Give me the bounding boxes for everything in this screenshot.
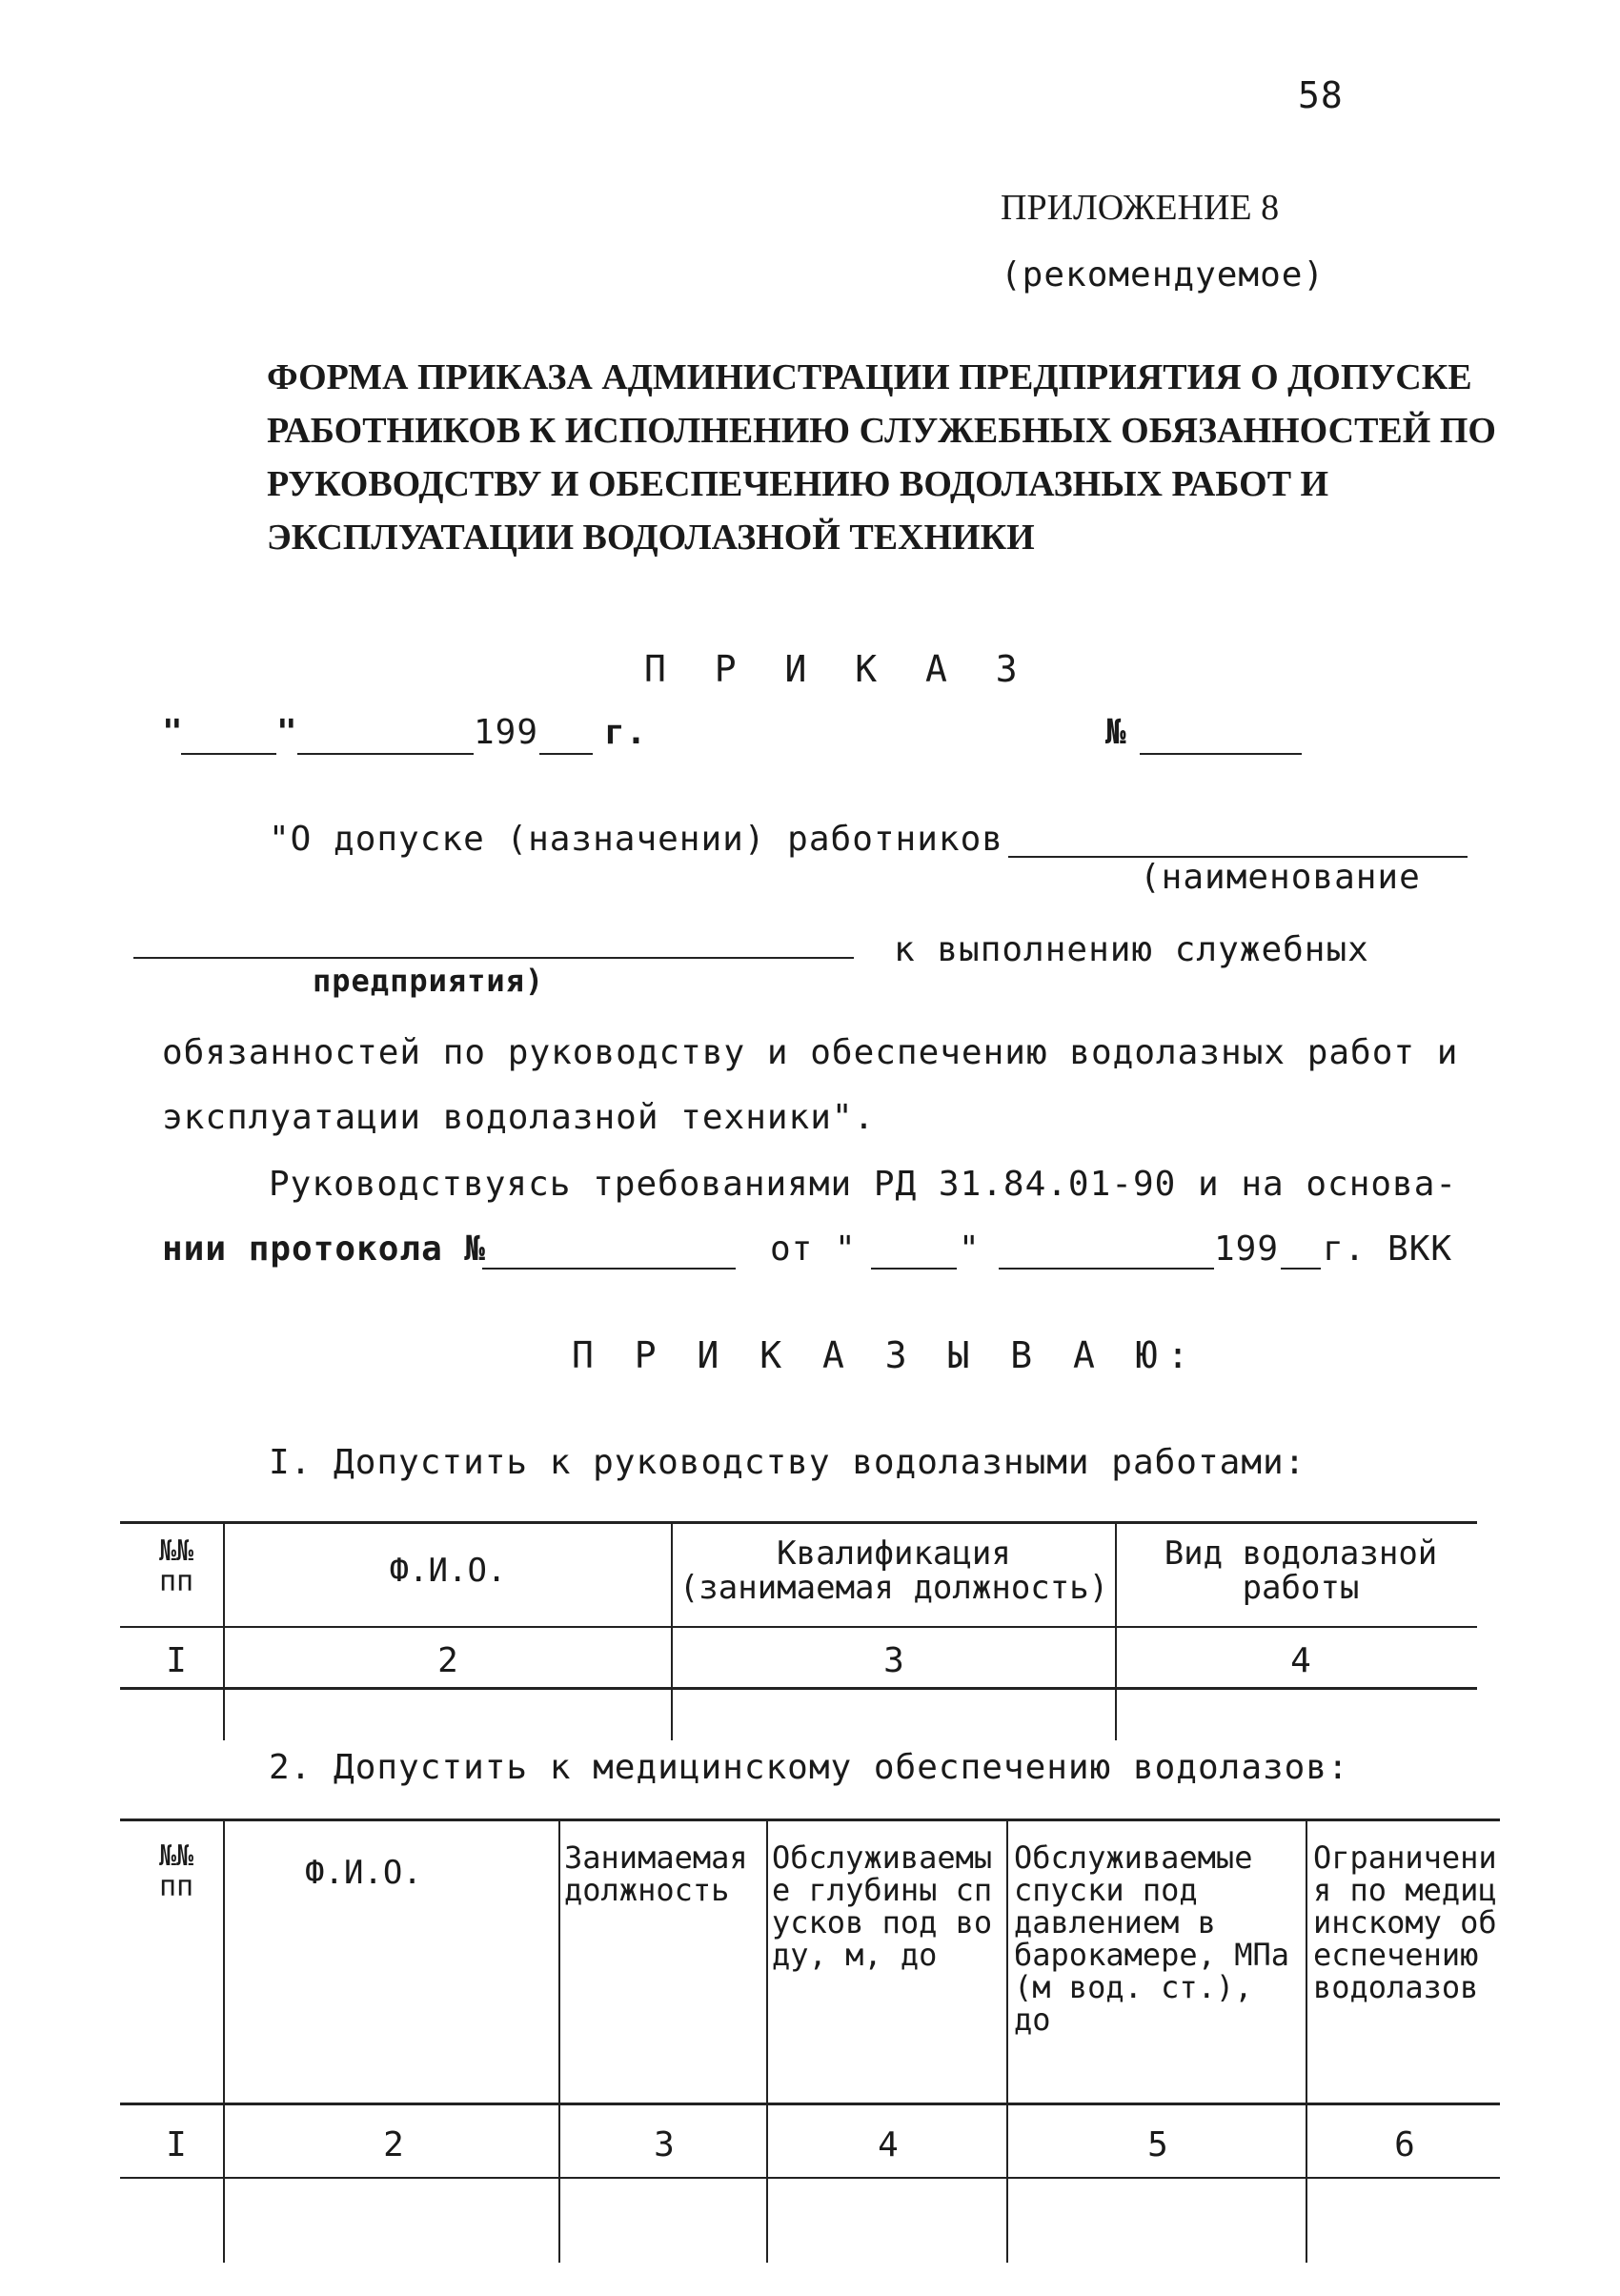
table-1-divider xyxy=(1115,1523,1117,1740)
table-1-number-3: 3 xyxy=(883,1641,904,1680)
date-year-suffix: г. xyxy=(604,713,648,752)
table-2-header-number: №№ пп xyxy=(158,1839,194,1903)
table-2-divider xyxy=(1306,1820,1307,2263)
table-1-number-2: 2 xyxy=(437,1641,458,1680)
table-2-header-limits: Ограничения по медицинскому обеспечению водолазов xyxy=(1313,1839,1497,2005)
table-2-divider xyxy=(766,1820,768,2263)
table-2-header-pressure: Обслуживаемые спуски под давлением в барокамере, МПа (м вод. ст.), до xyxy=(1014,1839,1289,2038)
basis-quote: " xyxy=(959,1229,981,1269)
date-month-blank xyxy=(297,753,474,755)
table-2-number-5: 5 xyxy=(1147,2125,1168,2164)
appendix-note: (рекомендуемое) xyxy=(1001,255,1326,295)
table-1-number-rule xyxy=(120,1687,1477,1690)
order-verb: П Р И К А З Ы В А Ю: xyxy=(572,1334,1199,1376)
date-year: 199 xyxy=(474,713,539,752)
table-1-header-work-type: Вид водолазной работы xyxy=(1164,1534,1438,1607)
protocol-month-blank xyxy=(999,1268,1214,1270)
table-2-header-depths: Обслуживаемые глубины спусков под воду, м, до xyxy=(772,1839,993,1973)
name-caption: (наименование xyxy=(1140,858,1421,897)
table-2-top-rule xyxy=(120,1819,1500,1821)
table-1-divider xyxy=(223,1523,225,1740)
table-1-number-1: I xyxy=(166,1641,187,1680)
table-1-number-4: 4 xyxy=(1290,1641,1311,1680)
basis-line-1: Руководствуясь требованиями РД 31.84.01-90 и на основа- xyxy=(269,1165,1458,1204)
appendix-title: ПРИЛОЖЕНИЕ 8 xyxy=(1001,188,1280,228)
table-2-number-3: 3 xyxy=(654,2125,675,2164)
date-close-quote: " xyxy=(276,713,298,752)
table-2-number-1: I xyxy=(166,2125,187,2164)
table-1-divider xyxy=(671,1523,673,1740)
table-1-header-name: Ф.И.О. xyxy=(389,1552,507,1590)
table-1-header-rule xyxy=(120,1626,1477,1628)
basis-tail: г. ВКК xyxy=(1323,1229,1453,1269)
table-1-top-rule xyxy=(120,1521,1477,1524)
table-1-header-number: №№ пп xyxy=(158,1534,194,1598)
table-2-divider xyxy=(223,1820,225,2263)
section-1-title: I. Допустить к руководству водолазными работами: xyxy=(269,1443,1306,1482)
subject-line-3: обязанностей по руководству и обеспечению водолазных работ и xyxy=(162,1033,1459,1072)
table-2-number-6: 6 xyxy=(1394,2125,1415,2164)
table-1-header-qualification: Квалификация (занимаемая должность) xyxy=(678,1534,1109,1607)
subject-line-4: эксплуатации водолазной техники". xyxy=(162,1098,876,1137)
table-2-divider xyxy=(1006,1820,1008,2263)
subject-line-1: "О допуске (назначении) работников xyxy=(269,820,1003,859)
table-2-header-rule xyxy=(120,2103,1500,2105)
order-number-sign: № xyxy=(1105,713,1127,752)
date-day-blank xyxy=(181,753,276,755)
protocol-year-blank xyxy=(1281,1268,1321,1270)
form-title-line-2: РАБОТНИКОВ К ИСПОЛНЕНИЮ СЛУЖЕБНЫХ ОБЯЗАННОСТЕЙ ПО xyxy=(267,411,1496,451)
table-2-number-2: 2 xyxy=(383,2125,404,2164)
basis-protocol-prefix: нии протокола № xyxy=(162,1229,487,1269)
form-title-line-1: ФОРМА ПРИКАЗА АДМИНИСТРАЦИИ ПРЕДПРИЯТИЯ О ДОПУСКЕ xyxy=(267,357,1472,397)
form-title-line-3: РУКОВОДСТВУ И ОБЕСПЕЧЕНИЮ ВОДОЛАЗНЫХ РАБОТ И xyxy=(267,464,1329,504)
protocol-number-blank xyxy=(482,1268,736,1270)
order-heading: П Р И К А З xyxy=(644,648,1031,690)
protocol-day-blank xyxy=(871,1268,957,1270)
enterprise-name-blank-2 xyxy=(133,957,854,959)
basis-from: от " xyxy=(770,1229,857,1269)
date-open-quote: " xyxy=(162,713,184,752)
section-2-title: 2. Допустить к медицинскому обеспечению водолазов: xyxy=(269,1748,1349,1787)
table-2-header-name: Ф.И.О. xyxy=(305,1854,422,1892)
table-2-number-rule xyxy=(120,2177,1500,2179)
page-number: 58 xyxy=(1298,74,1344,116)
form-title-line-4: ЭКСПЛУАТАЦИИ ВОДОЛАЗНОЙ ТЕХНИКИ xyxy=(267,518,1035,558)
table-2-header-position: Занимаемая должность xyxy=(564,1839,748,1908)
enterprise-caption: предприятия) xyxy=(313,963,545,999)
order-number-blank xyxy=(1140,753,1302,755)
basis-year: 199 xyxy=(1214,1229,1280,1269)
date-year-blank xyxy=(539,753,593,755)
table-2-divider xyxy=(558,1820,560,2263)
subject-line-2-tail: к выполнению служебных xyxy=(894,930,1369,969)
table-2-number-4: 4 xyxy=(878,2125,899,2164)
